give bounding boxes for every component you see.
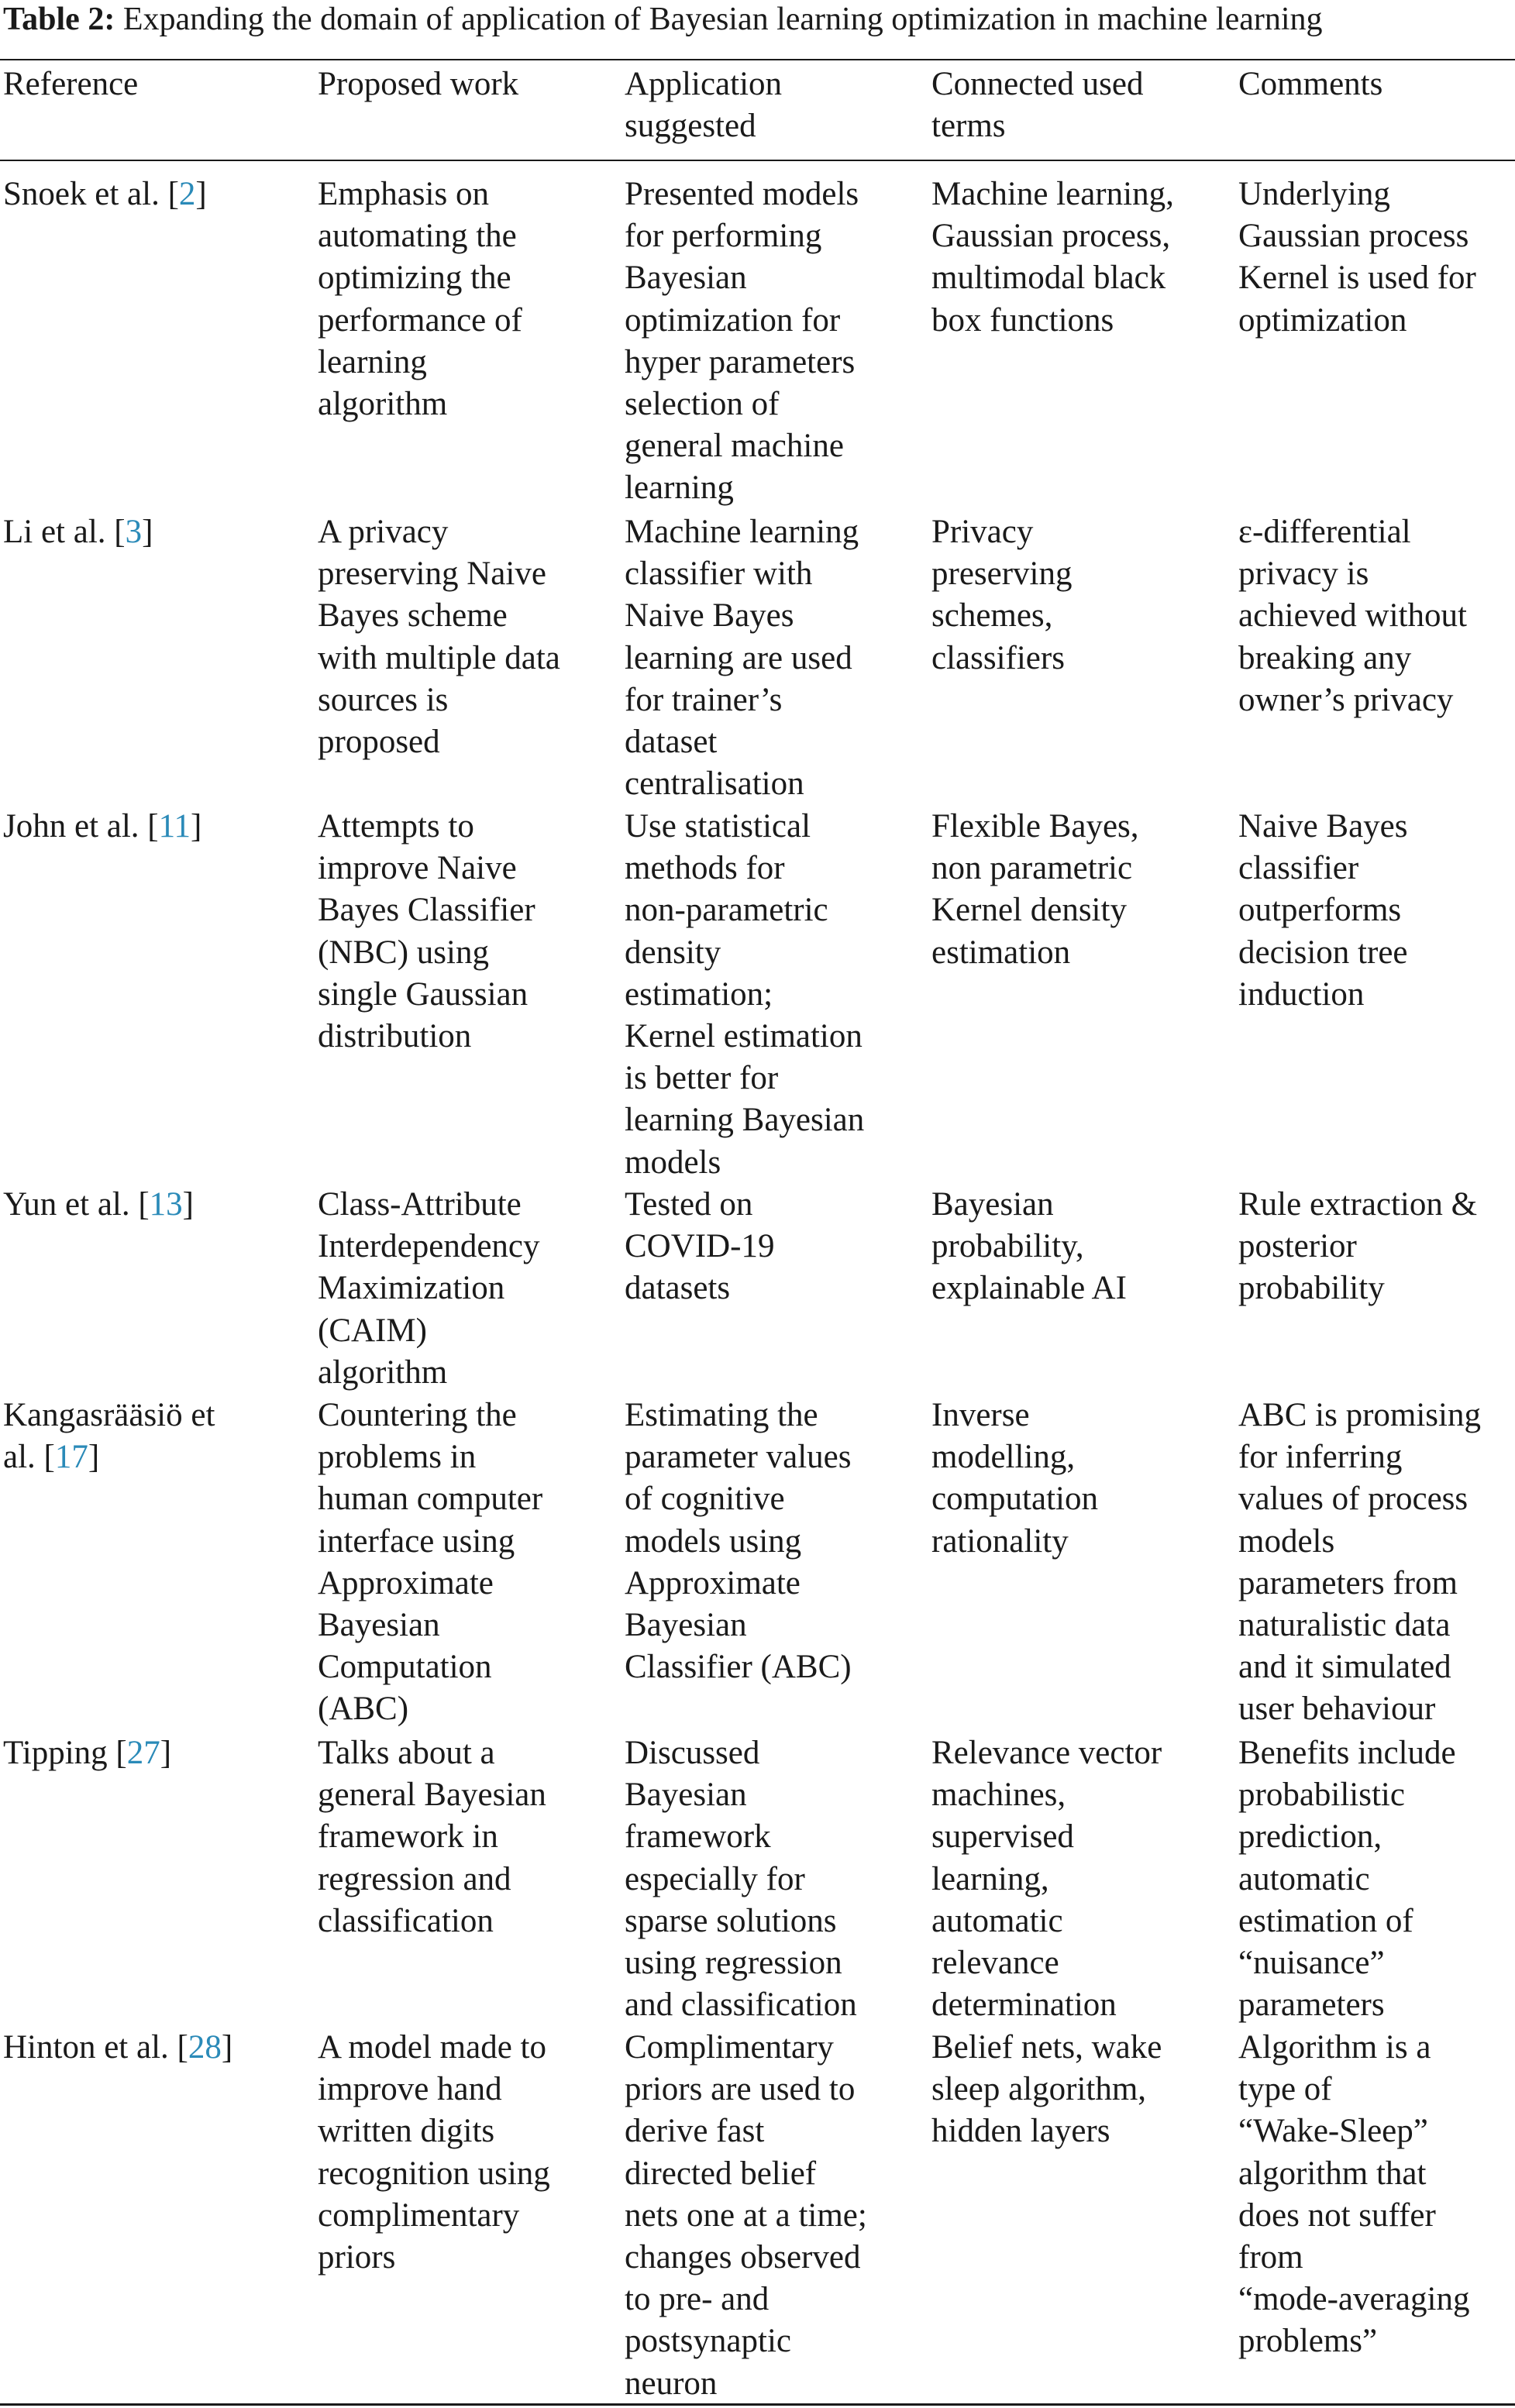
cell-line: Flexible Bayes, [931, 808, 1139, 845]
reference-text: ] [142, 514, 153, 550]
cell-line: sleep algorithm, [931, 2071, 1147, 2108]
comments-cell [1238, 1395, 1515, 1731]
reference-line [3, 1184, 305, 1226]
cell-line: box functions [931, 301, 1114, 339]
proposed-work-cell [318, 1184, 616, 1394]
cell-line: Interdependency [318, 1228, 540, 1265]
application-cell [625, 1732, 923, 2026]
cell-line: selection of [625, 386, 780, 423]
cell-line: supervised [931, 1818, 1074, 1856]
cell-line: Gaussian process, [931, 218, 1171, 255]
cell-line: human computer [318, 1481, 543, 1518]
cell-line: Attempts to [318, 808, 474, 845]
application-cell [625, 806, 923, 1184]
cell-line: preserving [931, 556, 1073, 593]
cell-line: regression and [318, 1860, 511, 1897]
reference-cell [3, 511, 305, 553]
cell-line: probability [1238, 1270, 1385, 1307]
cell-line: single Gaussian [318, 975, 529, 1013]
cell-line: Approximate [625, 1564, 801, 1601]
cell-line: classifier [1238, 850, 1359, 887]
reference-text: al. [ [3, 1439, 55, 1476]
reference-line [3, 1436, 305, 1478]
cell-line: hidden layers [931, 2113, 1110, 2150]
column-header-comments: Comments [1238, 66, 1383, 102]
cell-line: Presented models [625, 176, 859, 212]
cell-line: Kernel density [931, 892, 1127, 929]
cell-line: changes observed [625, 2239, 861, 2276]
application-cell [625, 2027, 923, 2405]
proposed-work-cell [318, 511, 616, 763]
application-cell [625, 1184, 923, 1310]
cell-line: Bayesian [625, 260, 747, 297]
reference-text: John et al. [ [3, 808, 159, 845]
cell-line: to pre- and [625, 2281, 770, 2318]
cell-line: non-parametric [625, 892, 828, 929]
reference-cell [3, 174, 305, 215]
cell-line: improve Naive [318, 850, 517, 887]
reference-text: ] [160, 1735, 172, 1771]
cell-line: problems in [318, 1439, 477, 1476]
cell-line: optimization [1238, 301, 1407, 339]
reference-line [3, 1732, 305, 1774]
column-header-application: Application suggested [625, 66, 783, 145]
cell-line: Relevance vector [931, 1735, 1162, 1771]
table-top-rule [0, 59, 1515, 60]
cell-line: optimizing the [318, 260, 511, 297]
cell-line: type of [1238, 2071, 1332, 2108]
column-header-connected-terms: Connected used terms [931, 66, 1144, 145]
cell-line: Algorithm is a [1238, 2029, 1431, 2066]
cell-line: (NBC) using [318, 934, 489, 971]
connected-terms-cell [931, 1395, 1230, 1563]
cell-line: interface using [318, 1522, 515, 1560]
connected-terms-cell [931, 806, 1230, 974]
cell-line: Class-Attribute [318, 1186, 522, 1223]
reference-cell [3, 1732, 305, 1774]
cell-line: framework [625, 1818, 771, 1856]
cell-line: automating the [318, 218, 517, 255]
application-cell [625, 174, 923, 510]
cell-line: computation [931, 1481, 1098, 1518]
cell-line: explainable AI [931, 1270, 1127, 1307]
caption-text: Expanding the domain of application of Bayesian learning optimization in machine learning [122, 2, 1323, 37]
cell-line: estimation of [1238, 1902, 1413, 1939]
cell-line: for performing [625, 218, 822, 255]
cell-line: complimentary [318, 2196, 520, 2234]
cell-line: density [625, 934, 721, 971]
cell-line: rationality [931, 1522, 1069, 1560]
cell-line: preserving Naive [318, 556, 546, 593]
cell-line: Bayesian [318, 1607, 440, 1644]
cell-line: Tested on [625, 1186, 753, 1223]
cell-line: (CAIM) [318, 1312, 427, 1349]
cell-line: prediction, [1238, 1818, 1382, 1856]
reference-line [3, 806, 305, 848]
cell-line: algorithm [318, 1354, 448, 1391]
cell-line: postsynaptic [625, 2323, 791, 2360]
comments-cell [1238, 1732, 1515, 2026]
cell-line: classification [318, 1902, 494, 1939]
proposed-work-cell [318, 2027, 616, 2279]
cell-line: ε-differential [1238, 514, 1411, 550]
comments-cell [1238, 511, 1515, 721]
cell-line: for trainer’s [625, 681, 783, 718]
cell-line: Estimating the [625, 1397, 818, 1433]
cell-line: Machine learning [625, 514, 859, 550]
reference-text: Tipping [ [3, 1735, 127, 1771]
cell-line: with multiple data [318, 639, 560, 676]
cell-line: is better for [625, 1060, 779, 1097]
column-header-proposed-work: Proposed work [318, 66, 519, 102]
cell-line: ABC is promising [1238, 1397, 1481, 1433]
cell-line: sparse solutions [625, 1902, 837, 1939]
cell-line: algorithm [318, 386, 448, 423]
cell-line: A model made to [318, 2029, 546, 2066]
comments-cell [1238, 2027, 1515, 2363]
reference-text: Snoek et al. [ [3, 176, 179, 212]
cell-line: user behaviour [1238, 1691, 1436, 1728]
cell-line: Rule extraction & [1238, 1186, 1478, 1223]
proposed-work-cell [318, 806, 616, 1058]
cell-line: Approximate [318, 1564, 494, 1601]
cell-line: recognition using [318, 2155, 550, 2192]
cell-line: “Wake-Sleep” [1238, 2113, 1428, 2150]
cell-line: centralisation [625, 765, 804, 803]
cell-line: dataset [625, 724, 718, 761]
cell-line: and it simulated [1238, 1649, 1451, 1686]
cell-line: induction [1238, 975, 1365, 1013]
cell-line: does not suffer [1238, 2196, 1436, 2234]
cell-line: proposed [318, 724, 440, 761]
cell-line: Benefits include [1238, 1735, 1456, 1771]
reference-text: Yun et al. [ [3, 1186, 150, 1223]
comments-cell [1238, 174, 1515, 342]
cell-line: classifier with [625, 556, 813, 593]
reference-cell [3, 1184, 305, 1226]
cell-line: Bayesian [625, 1777, 747, 1814]
connected-terms-cell [931, 1184, 1230, 1310]
cell-line: algorithm that [1238, 2155, 1427, 2192]
cell-line: Use statistical [625, 808, 811, 845]
column-header-reference: Reference [3, 66, 139, 102]
cell-line: parameters from [1238, 1564, 1458, 1601]
citation-link[interactable]: 17 [54, 1439, 88, 1476]
connected-terms-cell [931, 511, 1230, 679]
application-cell [625, 511, 923, 805]
cell-line: of cognitive [625, 1481, 785, 1518]
cell-line: neuron [625, 2365, 718, 2402]
cell-line: values of process [1238, 1481, 1469, 1518]
citation-link[interactable]: 13 [149, 1186, 183, 1223]
comments-cell [1238, 1184, 1515, 1310]
cell-line: Privacy [931, 514, 1034, 550]
reference-text: ] [191, 808, 202, 845]
cell-line: (ABC) [318, 1691, 409, 1728]
application-cell [625, 1395, 923, 1688]
reference-text: ] [221, 2029, 233, 2066]
cell-line: nets one at a time; [625, 2196, 867, 2234]
citation-link[interactable]: 28 [188, 2029, 222, 2066]
citation-link[interactable]: 2 [178, 176, 196, 212]
cell-line: learning [625, 470, 734, 507]
cell-line: estimation [931, 934, 1071, 971]
reference-text: ] [195, 176, 207, 212]
cell-line: models [1238, 1522, 1335, 1560]
cell-line: performance of [318, 301, 522, 339]
cell-line: problems” [1238, 2323, 1378, 2360]
cell-line: for inferring [1238, 1439, 1403, 1476]
reference-cell [3, 1395, 305, 1478]
table-header-rule [0, 160, 1515, 161]
cell-line: learning [318, 343, 427, 380]
cell-line: Bayes scheme [318, 597, 508, 635]
reference-cell [3, 806, 305, 848]
citation-link[interactable]: 27 [126, 1735, 160, 1771]
cell-line: general machine [625, 428, 844, 465]
cell-line: general Bayesian [318, 1777, 546, 1814]
cell-line: written digits [318, 2113, 495, 2150]
table-caption [3, 0, 1323, 39]
cell-line: automatic [931, 1902, 1063, 1939]
cell-line: using regression [625, 1945, 842, 1982]
cell-line: Discussed [625, 1735, 760, 1771]
caption-label: Table 2: [3, 2, 115, 37]
proposed-work-cell [318, 1732, 616, 1942]
cell-line: from [1238, 2239, 1303, 2276]
cell-line: automatic [1238, 1860, 1370, 1897]
reference-text: Li et al. [ [3, 514, 126, 550]
cell-line: multimodal black [931, 260, 1166, 297]
cell-line: models [625, 1144, 721, 1181]
cell-line: probabilistic [1238, 1777, 1405, 1814]
cell-line: Classifier (ABC) [625, 1649, 852, 1686]
connected-terms-cell [931, 1732, 1230, 2026]
reference-text: Kangasrääsiö et [3, 1397, 215, 1433]
cell-line: methods for [625, 850, 785, 887]
comments-cell [1238, 806, 1515, 1016]
cell-line: sources is [318, 681, 449, 718]
reference-text: ] [182, 1186, 194, 1223]
cell-line: schemes, [931, 597, 1053, 635]
cell-line: parameters [1238, 1987, 1385, 2024]
cell-line: Machine learning, [931, 176, 1174, 212]
cell-line: Complimentary [625, 2029, 834, 2066]
proposed-work-cell [318, 174, 616, 425]
cell-line: distribution [318, 1018, 472, 1055]
cell-line: framework in [318, 1818, 498, 1856]
cell-line: COVID-19 [625, 1228, 775, 1265]
citation-link[interactable]: 11 [158, 808, 191, 845]
cell-line: datasets [625, 1270, 731, 1307]
cell-line: privacy is [1238, 556, 1369, 593]
cell-line: hyper parameters [625, 343, 856, 380]
cell-line: Maximization [318, 1270, 505, 1307]
cell-line: Emphasis on [318, 176, 489, 212]
reference-line [3, 2027, 305, 2069]
cell-line: and classification [625, 1987, 857, 2024]
cell-line: parameter values [625, 1439, 852, 1476]
cell-line: A privacy [318, 514, 449, 550]
citation-link[interactable]: 3 [125, 514, 143, 550]
cell-line: Gaussian process [1238, 218, 1469, 255]
reference-line [3, 511, 305, 553]
table-bottom-rule [0, 2403, 1515, 2406]
cell-line: outperforms [1238, 892, 1402, 929]
cell-line: probability, [931, 1228, 1084, 1265]
cell-line: learning, [931, 1860, 1049, 1897]
connected-terms-cell [931, 2027, 1230, 2153]
cell-line: breaking any [1238, 639, 1412, 676]
reference-cell [3, 2027, 305, 2069]
cell-line: optimization for [625, 301, 841, 339]
cell-line: Belief nets, wake [931, 2029, 1162, 2066]
cell-line: determination [931, 1987, 1117, 2024]
cell-line: improve hand [318, 2071, 502, 2108]
cell-line: Countering the [318, 1397, 517, 1433]
cell-line: learning are used [625, 639, 852, 676]
cell-line: Computation [318, 1649, 492, 1686]
cell-line: directed belief [625, 2155, 817, 2192]
cell-line: naturalistic data [1238, 1607, 1451, 1644]
cell-line: achieved without [1238, 597, 1467, 635]
reference-line [3, 174, 305, 215]
cell-line: Kernel estimation [625, 1018, 863, 1055]
cell-line: priors are used to [625, 2071, 856, 2108]
cell-line: owner’s privacy [1238, 681, 1454, 718]
cell-line: derive fast [625, 2113, 765, 2150]
proposed-work-cell [318, 1395, 616, 1731]
cell-line: Naive Bayes [625, 597, 794, 635]
cell-line: Naive Bayes [1238, 808, 1408, 845]
cell-line: Bayes Classifier [318, 892, 535, 929]
cell-line: learning Bayesian [625, 1102, 865, 1139]
cell-line: especially for [625, 1860, 805, 1897]
cell-line: modelling, [931, 1439, 1076, 1476]
cell-line: Kernel is used for [1238, 260, 1476, 297]
cell-line: “mode-averaging [1238, 2281, 1470, 2318]
reference-text: ] [88, 1439, 100, 1476]
cell-line: estimation; [625, 975, 773, 1013]
cell-line: Talks about a [318, 1735, 495, 1771]
cell-line: priors [318, 2239, 396, 2276]
cell-line: models using [625, 1522, 802, 1560]
cell-line: posterior [1238, 1228, 1357, 1265]
cell-line: Inverse [931, 1397, 1030, 1433]
cell-line: Bayesian [931, 1186, 1054, 1223]
reference-text: Hinton et al. [ [3, 2029, 188, 2066]
cell-line: “nuisance” [1238, 1945, 1385, 1982]
connected-terms-cell [931, 174, 1230, 342]
cell-line: relevance [931, 1945, 1059, 1982]
cell-line: Underlying [1238, 176, 1390, 212]
cell-line: Bayesian [625, 1607, 747, 1644]
cell-line: classifiers [931, 639, 1065, 676]
cell-line: machines, [931, 1777, 1066, 1814]
cell-line: decision tree [1238, 934, 1408, 971]
cell-line: non parametric [931, 850, 1133, 887]
